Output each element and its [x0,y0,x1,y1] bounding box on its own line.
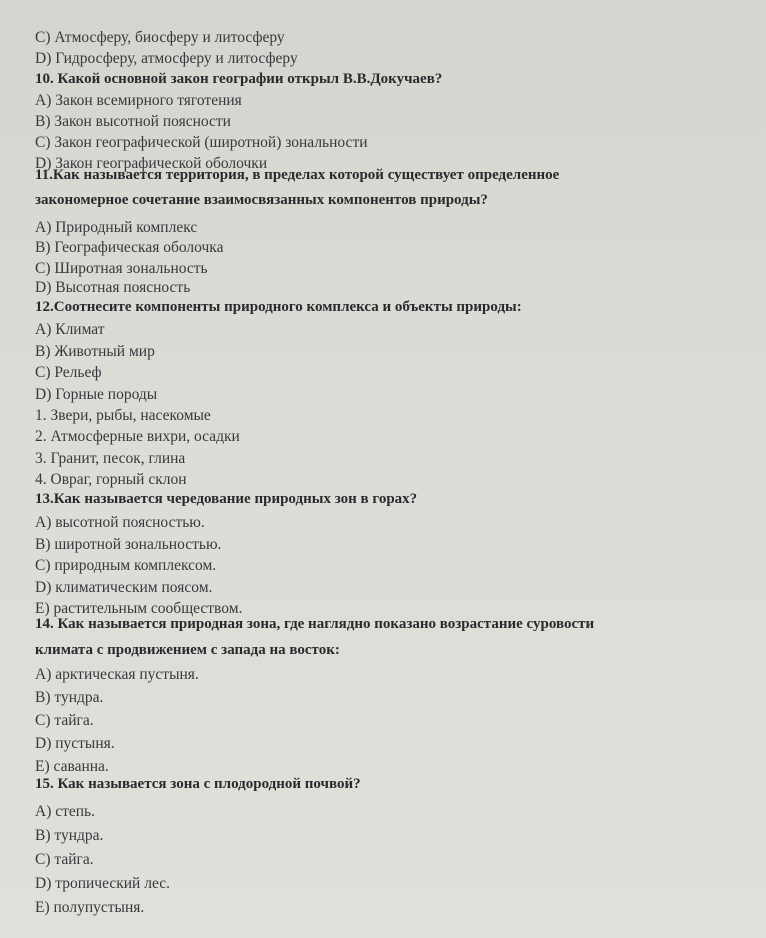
answer-line: 4. Овраг, горный склон [35,471,187,488]
answer-line: C) тайга. [35,851,94,868]
answer-line: B) тундра. [35,827,104,844]
answer-line: A) Природный комплекс [35,219,198,236]
question-line: 11.Как называется территория, в пределах которой существует определенное [35,167,560,183]
answer-line: D) Горные породы [35,386,158,403]
question-line: 10. Какой основной закон географии открыл В.В.Докучаев? [35,71,443,87]
answer-line: C) Атмосферу, биосферу и литосферу [35,29,285,46]
answer-line: E) саванна. [35,758,109,775]
answer-line: B) тундра. [35,689,104,706]
answer-line: B) Закон высотной поясности [35,113,231,130]
question-line: 12.Соотнесите компоненты природного комплекса и объекты природы: [35,299,522,315]
answer-line: D) Закон географической оболочки [35,155,268,172]
answer-line: 3. Гранит, песок, глина [35,450,186,467]
answer-line: C) Широтная зональность [35,260,208,277]
answer-line: C) Закон географической (широтной) зональности [35,134,368,151]
answer-line: D) пустыня. [35,735,115,752]
question-line: 14. Как называется природная зона, где наглядно показано возрастание суровости [35,616,595,632]
answer-line: A) Закон всемирного тяготения [35,92,242,109]
answer-line: B) Географическая оболочка [35,239,224,256]
answer-line: A) Климат [35,321,105,338]
answer-line: C) Рельеф [35,364,102,381]
answer-line: D) тропический лес. [35,875,170,892]
question-line: закономерное сочетание взаимосвязанных компонентов природы? [35,192,488,208]
answer-line: 2. Атмосферные вихри, осадки [35,428,240,445]
answer-line: A) арктическая пустыня. [35,666,199,683]
question-line: климата с продвижением с запада на восток: [35,642,340,658]
question-line: 13.Как называется чередование природных зон в горах? [35,491,418,507]
answer-line: B) широтной зональностью. [35,536,222,553]
answer-line: C) тайга. [35,712,94,729]
answer-line: A) степь. [35,803,96,820]
answer-line: E) растительным сообществом. [35,600,243,617]
answer-line: C) природным комплексом. [35,557,217,574]
answer-line: E) полупустыня. [35,899,145,916]
answer-line: D) Высотная поясность [35,279,191,296]
answer-line: D) Гидросферу, атмосферу и литосферу [35,50,298,67]
answer-line: 1. Звери, рыбы, насекомые [35,407,211,424]
answer-line: B) Животный мир [35,343,155,360]
answer-line: D) климатическим поясом. [35,579,213,596]
answer-line: A) высотной поясностью. [35,514,205,531]
question-line: 15. Как называется зона с плодородной почвой? [35,776,361,792]
